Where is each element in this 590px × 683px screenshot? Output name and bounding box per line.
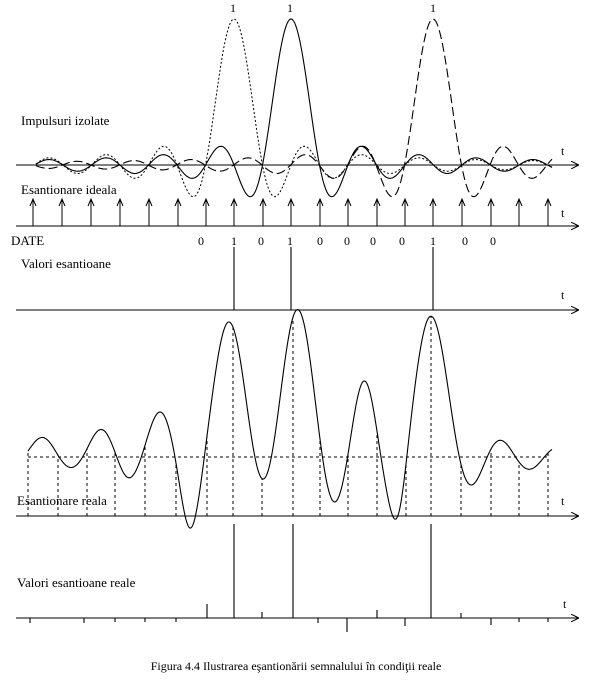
- peak-label-2: 1: [287, 1, 293, 15]
- sampling-impulse-arrow: [545, 199, 551, 226]
- sampling-impulse-arrow: [288, 199, 294, 226]
- ideal-values-panel: [16, 247, 578, 310]
- ideal-sampling-axis-label: t: [561, 206, 565, 220]
- data-bit: 0: [490, 234, 496, 248]
- sampling-impulse-arrow: [516, 199, 522, 226]
- sampling-impulse-arrows: [30, 199, 551, 226]
- peak-label-3: 1: [430, 1, 436, 15]
- sampling-impulse-arrow: [430, 199, 436, 226]
- sampling-impulse-arrow: [374, 199, 380, 226]
- pulse-dashed-curve: [36, 19, 552, 197]
- sampling-impulse-arrow: [260, 199, 266, 226]
- ideal-values-axis-label: t: [561, 288, 565, 302]
- data-bit: 0: [317, 234, 323, 248]
- ideal-sampling-label: Esantionare ideala: [21, 182, 117, 197]
- sampling-impulse-arrow: [317, 199, 323, 226]
- sampling-impulse-arrow: [203, 199, 209, 226]
- pulse-dotted-curve: [36, 19, 552, 197]
- sampling-impulse-arrow: [88, 199, 94, 226]
- sampling-impulse-arrow: [59, 199, 65, 226]
- sampling-impulse-arrow: [175, 199, 181, 226]
- data-bits-row: [11, 233, 496, 248]
- data-label: DATE: [11, 233, 45, 248]
- peak-label-1: 1: [230, 1, 236, 15]
- data-bit: 0: [370, 234, 376, 248]
- figure-caption: Figura 4.4 Ilustrarea eşantionării semnalului în condiţii reale: [150, 659, 442, 673]
- isolated-pulses-panel: [16, 1, 578, 197]
- isolated-pulses-label: Impulsuri izolate: [21, 113, 110, 128]
- isolated-pulses-axis-label: t: [561, 144, 565, 158]
- data-bit: 0: [258, 234, 264, 248]
- real-values-axis-label: t: [563, 597, 567, 611]
- data-bit: 0: [399, 234, 405, 248]
- sampling-impulse-arrow: [231, 199, 237, 226]
- real-sample-lines: [28, 316, 548, 516]
- pulse-solid-curve: [36, 19, 552, 197]
- real-values-panel: [16, 524, 578, 632]
- data-bit: 0: [344, 234, 350, 248]
- sampling-impulse-arrow: [30, 199, 36, 226]
- real-sampling-axis-label: t: [561, 494, 565, 508]
- ideal-sampling-panel: [16, 182, 578, 226]
- data-bit: 0: [198, 234, 204, 248]
- data-bit: 1: [430, 234, 436, 248]
- sampling-impulse-arrow: [117, 199, 123, 226]
- real-sampling-panel: [16, 310, 578, 528]
- sampling-impulse-arrow: [459, 199, 465, 226]
- sampling-impulse-arrow: [146, 199, 152, 226]
- data-bit: 1: [287, 234, 293, 248]
- real-sampling-label: Esantionare reala: [17, 493, 107, 508]
- sampling-impulse-arrow: [402, 199, 408, 226]
- ideal-values-label: Valori esantioane: [21, 256, 111, 271]
- sampling-impulse-arrow: [345, 199, 351, 226]
- real-values-label: Valori esantioane reale: [17, 575, 136, 590]
- sampling-impulse-arrow: [488, 199, 494, 226]
- data-bit: 1: [231, 234, 237, 248]
- data-bit: 0: [462, 234, 468, 248]
